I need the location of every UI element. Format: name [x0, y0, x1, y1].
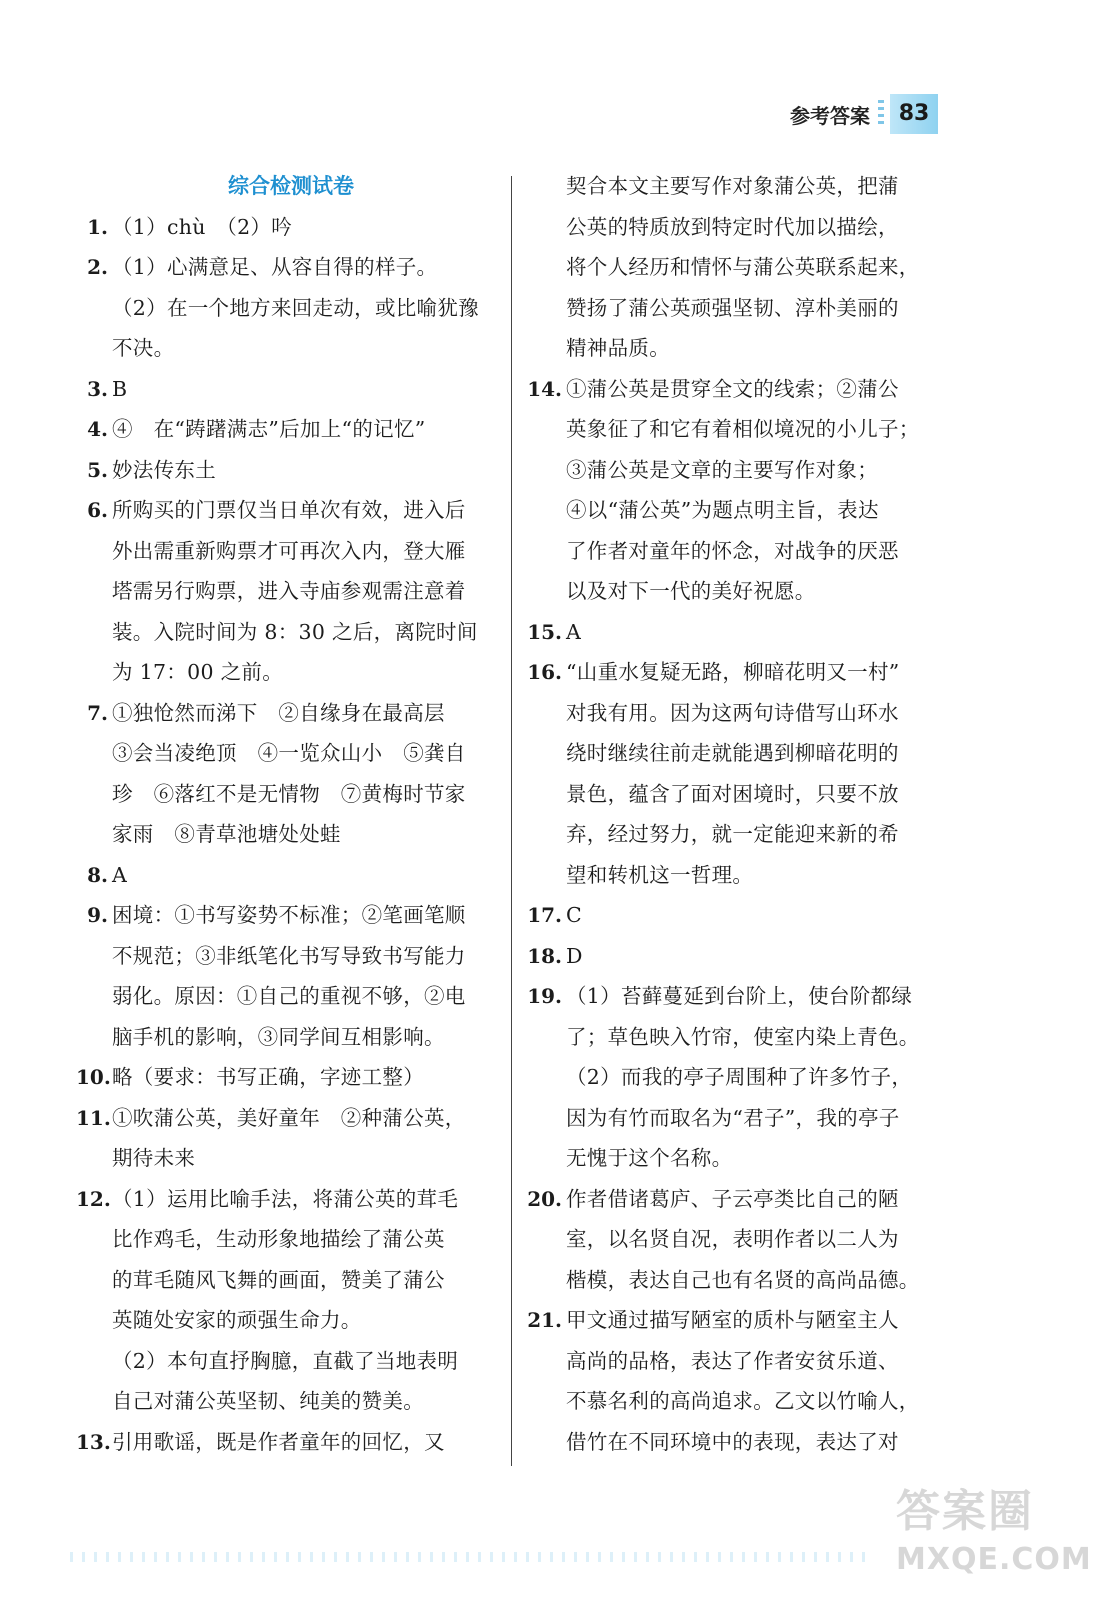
answer-line: 弃，经过努力，就一定能迎来新的希 [566, 822, 899, 846]
answer-line: C [566, 903, 582, 927]
answer-line: 不决。 [112, 336, 175, 360]
answer-item [76, 247, 506, 369]
answer-number: 14. [527, 376, 562, 401]
answer-line: A [566, 619, 582, 644]
answer-line: 妙法传东土 [112, 457, 216, 482]
answer-text [564, 612, 950, 653]
answer-line: （2）本句直抒胸臆，直截了当地表明 [112, 1348, 459, 1373]
answer-item [76, 409, 506, 450]
answer-number: 8. [87, 862, 108, 887]
answer-number: 4. [87, 417, 108, 441]
answer-item [76, 450, 506, 491]
header-dots-decoration [878, 100, 884, 128]
answer-line: 脑手机的影响，③同学间互相影响。 [112, 1024, 445, 1049]
answer-number: 11. [76, 1105, 111, 1130]
answer-text [564, 976, 950, 1179]
answer-text [110, 1422, 506, 1463]
right-answer-list [520, 166, 950, 1462]
section-title: 综合检测试卷 [228, 174, 354, 198]
page-header [790, 92, 938, 136]
answer-line: 珍 ⑥落红不是无情物 ⑦黄梅时节家 [112, 781, 466, 806]
answer-line: （1）运用比喻手法，将蒲公英的茸毛 [112, 1186, 459, 1211]
answer-line: 楷模，表达自己也有名贤的高尚品德。 [566, 1267, 920, 1292]
answer-number: 9. [87, 903, 108, 927]
answer-number: 15. [527, 619, 562, 644]
answer-item [76, 855, 506, 896]
answer-line: 期待未来 [112, 1146, 196, 1170]
answer-line: 所购买的门票仅当日单次有效，进入后 [112, 498, 466, 522]
answer-item [76, 1422, 506, 1463]
answer-text [110, 1179, 506, 1422]
answer-line: 景色，蕴含了面对困境时，只要不放 [566, 781, 899, 806]
answer-item [520, 652, 950, 895]
answer-item [520, 1179, 950, 1301]
answer-line: 不慕名利的高尚追求。乙文以竹喻人， [566, 1389, 920, 1413]
page-number: 83 [890, 94, 938, 134]
answer-line: 室，以名贤自况，表明作者以二人为 [566, 1227, 899, 1251]
answer-line: 弱化。原因：①自己的重视不够，②电 [112, 984, 466, 1008]
answer-text [110, 1057, 506, 1098]
answer-line: 因为有竹而取名为“君子”，我的亭子 [566, 1105, 900, 1130]
answer-text [110, 207, 506, 248]
answer-text [564, 1179, 950, 1301]
answer-line: ①独怆然而涕下 ②自缘身在最高层 [112, 700, 445, 725]
answer-text [110, 247, 506, 369]
answer-item [76, 207, 506, 248]
right-column [520, 166, 950, 1462]
answer-line: 的茸毛随风飞舞的画面，赞美了蒲公 [112, 1267, 445, 1292]
answer-number: 3. [87, 376, 108, 401]
answer-number: 10. [76, 1065, 111, 1089]
answer-line: 对我有用。因为这两句诗借写山环水 [566, 700, 899, 725]
answer-number: 2. [87, 255, 108, 279]
answer-number: 21. [527, 1308, 562, 1332]
watermark-bottom-text: MXQE.COM [896, 1542, 1092, 1577]
answer-line: “山重水复疑无路，柳暗花明又一村” [566, 660, 900, 684]
answer-item [76, 693, 506, 855]
answer-number: 17. [527, 903, 562, 927]
answer-text [564, 895, 950, 936]
answer-line: 外出需重新购票才可再次入内，登大雁 [112, 538, 466, 563]
answer-line: 绕时继续往前走就能遇到柳暗花明的 [566, 741, 899, 765]
answer-line: A [112, 862, 128, 887]
answer-line: 无愧于这个名称。 [566, 1146, 733, 1170]
answer-text [110, 409, 506, 450]
answer-line: ④以“蒲公英”为题点明主旨，表达 [566, 498, 879, 522]
answer-text [110, 855, 506, 896]
answer-text [564, 652, 950, 895]
answer-line: ③蒲公英是文章的主要写作对象； [566, 457, 878, 482]
left-column [76, 166, 506, 1462]
answer-line: D [566, 943, 583, 968]
answer-line: 自己对蒲公英坚韧、纯美的赞美。 [112, 1389, 424, 1413]
answer-line: 作者借诸葛庐、子云亭类比自己的陋 [566, 1186, 899, 1211]
answer-item [520, 369, 950, 612]
answer-line: B [112, 376, 128, 401]
answer-line: 英随处安家的顽强生命力。 [112, 1308, 362, 1332]
answer-number: 19. [527, 984, 562, 1008]
answer-number [520, 166, 564, 369]
answer-item [520, 895, 950, 936]
answer-line: 为 17：00 之前。 [112, 660, 284, 684]
answer-line: 不规范；③非纸笔化书写导致书写能力 [112, 943, 466, 968]
answer-line: 精神品质。 [566, 336, 670, 360]
answer-line: （1）chù （2）吟 [112, 214, 293, 239]
answer-line: 契合本文主要写作对象蒲公英，把蒲 [566, 174, 899, 198]
answer-line: 高尚的品格，表达了作者安贫乐道、 [566, 1348, 899, 1373]
answer-line: 了作者对童年的怀念，对战争的厌恶 [566, 538, 899, 563]
column-divider [511, 176, 512, 1466]
answer-number: 5. [87, 457, 108, 482]
answer-item [76, 895, 506, 1057]
answer-line: 公英的特质放到特定时代加以描绘， [566, 214, 899, 239]
header-label: 参考答案 [790, 103, 870, 128]
answer-line: 困境：①书写姿势不标准；②笔画笔顺 [112, 903, 466, 927]
answer-text [110, 693, 506, 855]
watermark-top-text: 答案圈 [896, 1486, 1034, 1537]
footer-dots-decoration [70, 1552, 870, 1562]
answer-text [564, 1300, 950, 1462]
answer-line: 略（要求：书写正确，字迹工整） [112, 1065, 424, 1089]
answer-number: 20. [527, 1186, 562, 1211]
answer-line: 比作鸡毛，生动形象地描绘了蒲公英 [112, 1227, 445, 1251]
answer-line: （1）苔藓蔓延到台阶上，使台阶都绿 [566, 984, 913, 1008]
answer-line: 英象征了和它有着相似境况的小儿子； [566, 417, 920, 441]
answer-text [564, 936, 950, 977]
answer-number: 13. [76, 1429, 111, 1454]
answer-item [76, 490, 506, 693]
answer-item [520, 936, 950, 977]
answer-line: 以及对下一代的美好祝愿。 [566, 579, 816, 603]
watermark-logo [896, 1484, 1092, 1594]
answer-line: 塔需另行购票，进入寺庙参观需注意着 [112, 579, 466, 603]
answer-line: 装。入院时间为 8：30 之后，离院时间 [112, 619, 478, 644]
answer-item [76, 369, 506, 410]
answer-number: 7. [87, 700, 108, 725]
answer-text [110, 450, 506, 491]
answer-number: 18. [527, 943, 562, 968]
answer-number: 6. [87, 498, 108, 522]
answer-line: （2）在一个地方来回走动，或比喻犹豫 [112, 295, 479, 320]
answer-text [564, 166, 950, 369]
answer-number: 12. [76, 1186, 111, 1211]
answer-text [564, 369, 950, 612]
answer-item [76, 1098, 506, 1179]
left-answer-list [76, 207, 506, 1463]
answer-line: 家雨 ⑧青草池塘处处蛙 [112, 822, 341, 846]
answer-line: 引用歌谣，既是作者童年的回忆，又 [112, 1429, 445, 1454]
answer-number: 1. [87, 214, 108, 239]
answer-item [520, 166, 950, 369]
answer-item [520, 612, 950, 653]
answer-line: 借竹在不同环境中的表现，表达了对 [566, 1429, 899, 1454]
answer-line: ③会当凌绝顶 ④一览众山小 ⑤龚自 [112, 741, 466, 765]
answer-line: 甲文通过描写陋室的质朴与陋室主人 [566, 1308, 899, 1332]
answer-item [76, 1179, 506, 1422]
answer-line: 赞扬了蒲公英顽强坚韧、淳朴美丽的 [566, 295, 899, 320]
answer-line: （2）而我的亭子周围种了许多竹子， [566, 1065, 913, 1089]
answer-line: ④ 在“踌躇满志”后加上“的记忆” [112, 417, 426, 441]
answer-item [520, 976, 950, 1179]
answer-line: （1）心满意足、从容自得的样子。 [112, 255, 438, 279]
answer-line: ①蒲公英是贯穿全文的线索；②蒲公 [566, 376, 899, 401]
answer-line: ①吹蒲公英，美好童年 ②种蒲公英， [112, 1105, 466, 1130]
answer-item [76, 1057, 506, 1098]
answer-item [520, 1300, 950, 1462]
answer-text [110, 369, 506, 410]
answer-text [110, 895, 506, 1057]
answer-line: 了；草色映入竹帘，使室内染上青色。 [566, 1024, 920, 1049]
answer-number: 16. [527, 660, 562, 684]
answer-text [110, 490, 506, 693]
answer-line: 将个人经历和情怀与蒲公英联系起来， [566, 255, 920, 279]
answer-line: 望和转机这一哲理。 [566, 862, 754, 887]
answer-text [110, 1098, 506, 1179]
